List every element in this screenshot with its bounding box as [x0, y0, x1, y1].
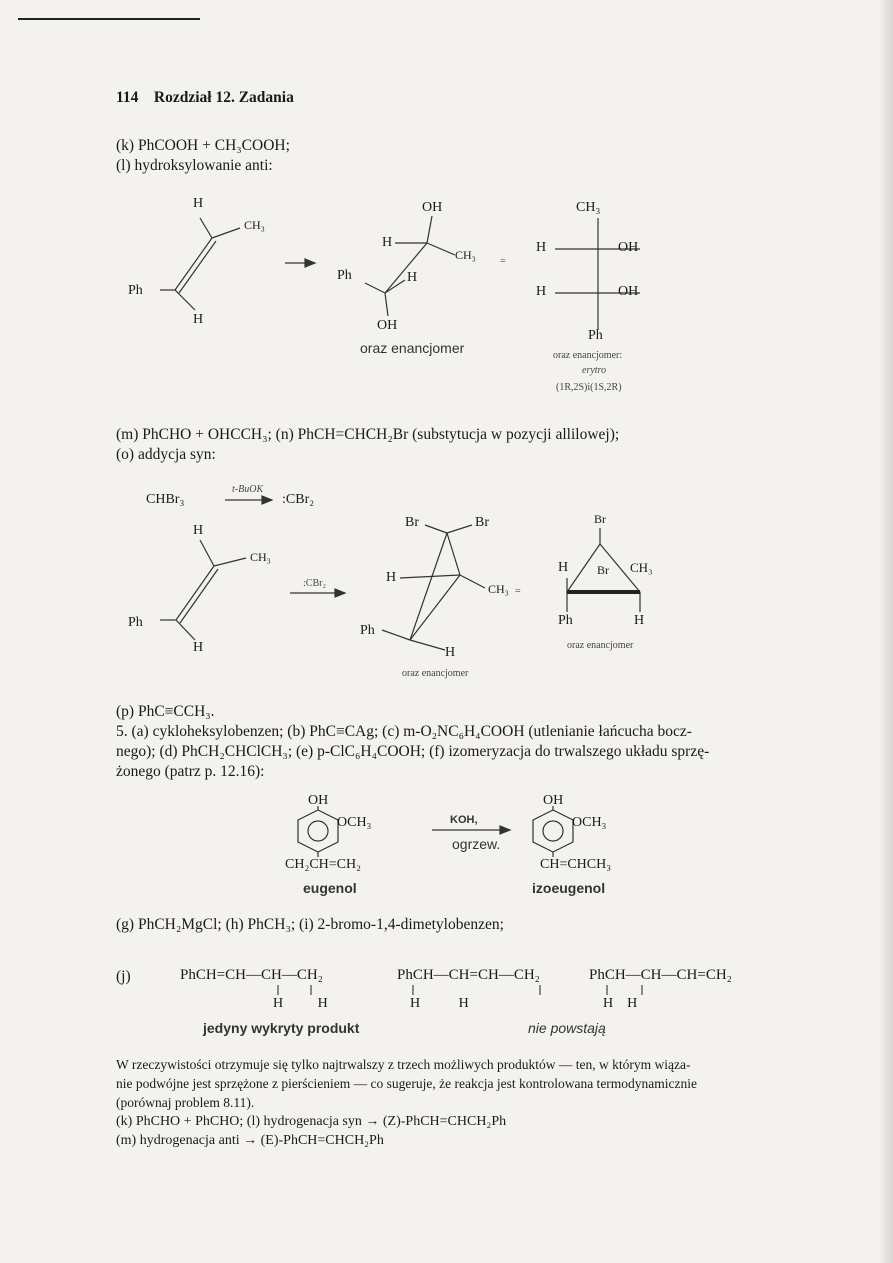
- l-equals: =: [500, 256, 506, 267]
- l-left-h-bot: H: [193, 312, 204, 327]
- o-cyc-br2: Br: [475, 515, 489, 530]
- l-mid-oh-bot: OH: [377, 318, 398, 333]
- j-product1-h: H H: [273, 996, 328, 1011]
- o-alk-h-top: H: [193, 523, 204, 538]
- item-m2: (m) hydrogenacja anti → (E)-PhCH=CHCH₂Ph: [116, 1133, 384, 1148]
- o-cyc-h: H: [386, 570, 397, 585]
- f-arrow-top: KOH,: [450, 814, 478, 826]
- iso-chain: CH=CHCH₃: [540, 857, 612, 872]
- o-r-caption: oraz enancjomer: [567, 640, 634, 651]
- o-arrow-label: t-BuOK: [232, 484, 264, 495]
- l-left-ph: Ph: [128, 283, 143, 298]
- j-caption1: jedyny wykryty produkt: [203, 1020, 360, 1036]
- l-left-h-top: H: [193, 196, 204, 211]
- f-arrow-bottom: ogrzew.: [452, 836, 501, 852]
- l-mid-h2: H: [407, 270, 418, 285]
- paragraph-line3: (porównaj problem 8.11).: [116, 1095, 255, 1110]
- o-r-br-top: Br: [594, 512, 606, 526]
- eug-och3: OCH₃: [337, 815, 372, 830]
- item-5-line3: żonego (patrz p. 12.16):: [116, 763, 265, 780]
- o-alk-ch3: CH₃: [250, 550, 271, 564]
- iso-och3: OCH₃: [572, 815, 607, 830]
- iso-name: izoeugenol: [532, 880, 606, 896]
- fischer-oh1: OH: [618, 240, 639, 255]
- j-product3-h: H H: [603, 996, 638, 1011]
- o-r-h2: H: [634, 613, 645, 628]
- page-number: 114: [116, 89, 139, 106]
- item-p: (p) PhC≡CCH₃.: [116, 703, 215, 720]
- o-chbr3: CHBr₃: [146, 492, 185, 507]
- l-mid-ch3: CH₃: [455, 248, 476, 262]
- fischer-h1: H: [536, 240, 547, 255]
- o-alk-ph: Ph: [128, 615, 143, 630]
- item-j-label: (j): [116, 968, 131, 985]
- l-mid-ph: Ph: [337, 268, 352, 283]
- j-caption2: nie powstają: [528, 1020, 606, 1036]
- paragraph-line1: W rzeczywistości otrzymuje się tylko najtrwalszy z trzech możliwych produktów — ten, w którym wiąza-: [116, 1057, 691, 1072]
- chapter-title: Rozdział 12. Zadania: [153, 89, 294, 106]
- fischer-ch3: CH₃: [576, 200, 601, 215]
- o-cyc-caption: oraz enancjomer: [402, 668, 469, 679]
- j-product2-h: H H: [410, 996, 469, 1011]
- o-cyc-br1: Br: [405, 515, 419, 530]
- iso-oh: OH: [543, 793, 564, 808]
- eug-name: eugenol: [303, 880, 357, 896]
- o-r-ch3: CH₃: [630, 560, 653, 575]
- l-mid-oh-top: OH: [422, 200, 443, 215]
- l-left-ch3: CH₃: [244, 218, 265, 232]
- item-k1: (k) PhCOOH + CH₃COOH;: [116, 137, 290, 154]
- o-r-br: Br: [597, 563, 609, 577]
- item-k2-l2: (k) PhCHO + PhCHO; (l) hydrogenacja syn → (Z)-PhCH=CHCH₂Ph: [116, 1114, 507, 1129]
- fischer-caption2: erytro: [582, 365, 607, 376]
- o-r-ph: Ph: [558, 613, 573, 628]
- eug-oh: OH: [308, 793, 329, 808]
- fischer-caption1: oraz enancjomer:: [553, 350, 623, 361]
- item-o: (o) addycja syn:: [116, 446, 216, 463]
- item-g-h-i: (g) PhCH₂MgCl; (h) PhCH₃; (i) 2-bromo-1,4-dimetylobenzen;: [116, 916, 504, 933]
- o-arrow2-label: :CBr₂: [303, 578, 326, 589]
- fischer-ph: Ph: [588, 328, 603, 343]
- l-mid-h: H: [382, 235, 393, 250]
- o-cyc-ph: Ph: [360, 623, 375, 638]
- o-cyc-h2: H: [445, 645, 456, 660]
- j-product2: PhCH—CH=CH—CH₂: [397, 967, 540, 983]
- j-product1: PhCH=CH—CH—CH₂: [180, 967, 323, 983]
- item-5-line2: nego); (d) PhCH₂CHClCH₃; (e) p-ClC₆H₄COOH; (f) izomeryzacja do trwalszego układu sprzę-: [116, 743, 710, 760]
- o-carbene: :CBr₂: [282, 492, 315, 507]
- fischer-oh2: OH: [618, 284, 639, 299]
- fischer-h2: H: [536, 284, 547, 299]
- item-l1: (l) hydroksylowanie anti:: [116, 157, 273, 174]
- o-r-h: H: [558, 560, 569, 575]
- item-m-n: (m) PhCHO + OHCCH₃; (n) PhCH=CHCH₂Br (substytucja w pozycji allilowej);: [116, 426, 620, 443]
- item-5-line1: 5. (a) cykloheksylobenzen; (b) PhC≡CAg; (c) m-O₂NC₆H₄COOH (utlenianie łańcucha bocz-: [116, 723, 692, 740]
- j-product3: PhCH—CH—CH=CH₂: [589, 967, 732, 983]
- paragraph-line2: nie podwójne jest sprzężone z pierścieniem — co sugeruje, że reakcja jest kontrolowana termodynamicznie: [116, 1076, 698, 1091]
- o-alk-h-bot: H: [193, 640, 204, 655]
- o-equals: =: [515, 586, 521, 597]
- fischer-caption3: (1R,2S)i(1S,2R): [556, 382, 622, 393]
- l-mid-caption: oraz enancjomer: [360, 340, 465, 356]
- o-cyc-ch3: CH₃: [488, 582, 509, 596]
- eug-chain: CH₂CH=CH₂: [285, 857, 362, 872]
